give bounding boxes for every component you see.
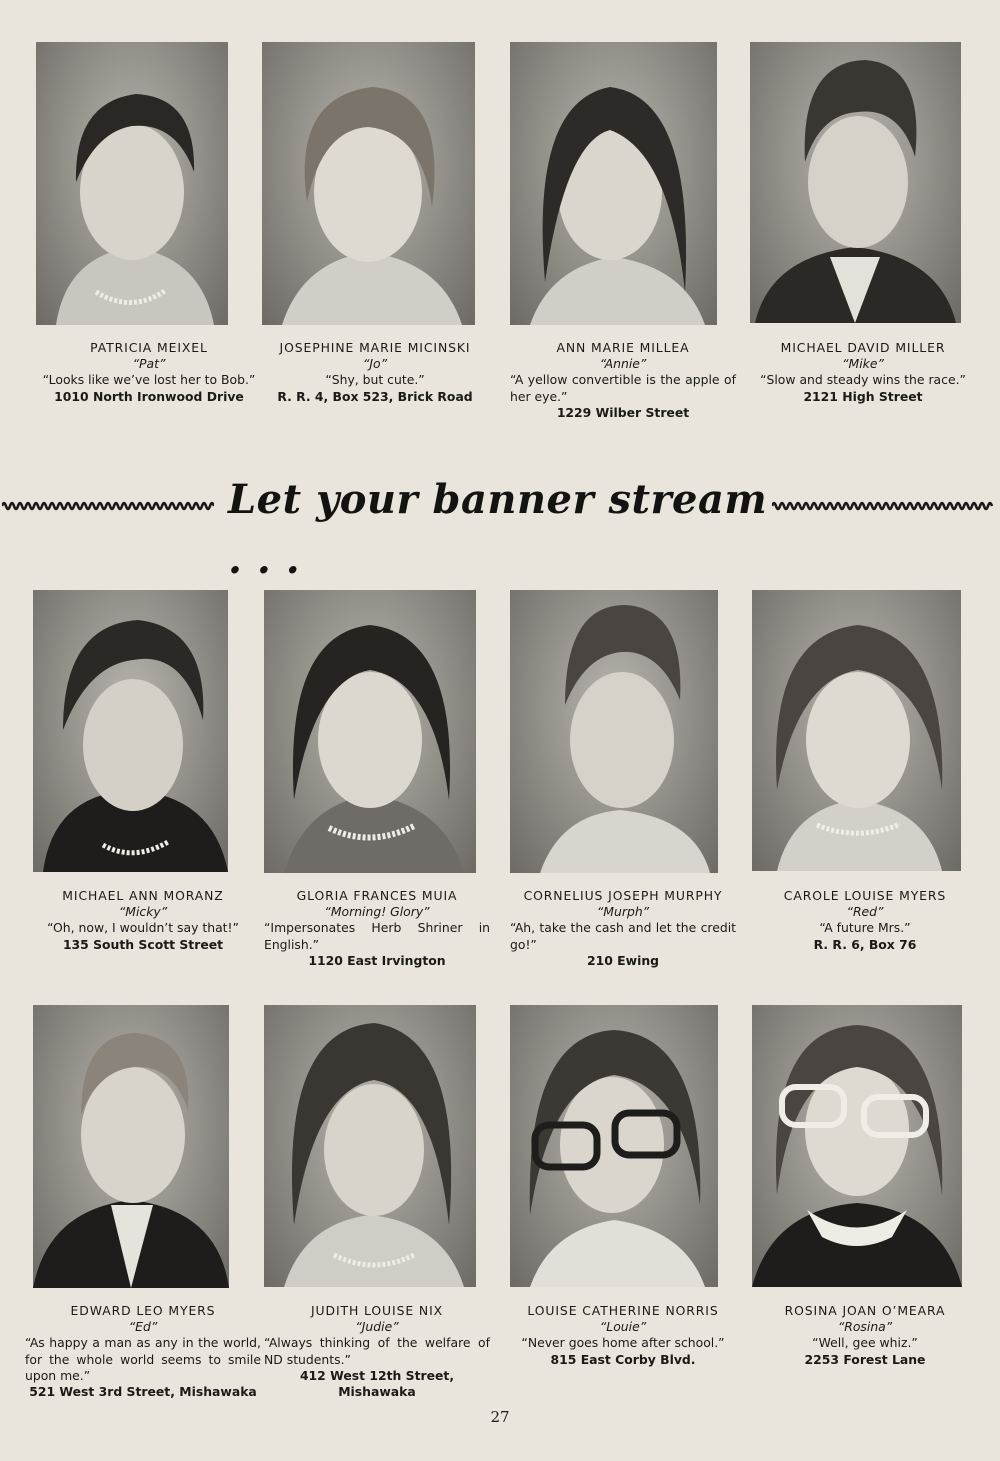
student-address: 815 East Corby Blvd.: [550, 1351, 696, 1367]
banner-title: Let your banner stream . . .: [228, 476, 768, 583]
student-portrait: [510, 1005, 718, 1287]
student-name: PATRICIA MEIXEL: [90, 340, 208, 355]
student-name: LOUISE CATHERINE NORRIS: [527, 1303, 719, 1318]
student-quote: “Never goes home after school.”: [521, 1335, 725, 1351]
student-nickname: “Jo”: [362, 356, 388, 372]
student-quote: “Well, gee whiz.”: [812, 1335, 918, 1351]
student-address: 1120 East Irvington: [308, 952, 446, 968]
student-portrait: [264, 590, 476, 873]
student-name: JOSEPHINE MARIE MICINSKI: [279, 340, 471, 355]
student-nickname: “Murph”: [596, 904, 650, 920]
student-name: ROSINA JOAN O’MEARA: [784, 1303, 946, 1318]
student-nickname: “Micky”: [118, 904, 168, 920]
section-banner: [0, 470, 1000, 583]
student-nickname: “Red”: [846, 904, 884, 920]
student-address: 2121 High Street: [803, 388, 923, 404]
student-nickname: “Rosina”: [837, 1319, 893, 1335]
student-address: R. R. 4, Box 523, Brick Road: [277, 388, 473, 404]
student-address: 210 Ewing: [586, 952, 660, 968]
student-name: CORNELIUS JOSEPH MURPHY: [523, 888, 723, 903]
student-quote: “Looks like we’ve lost her to Bob.”: [42, 372, 256, 388]
student-portrait: [33, 590, 228, 872]
student-nickname: “Pat”: [132, 356, 166, 372]
student-name: EDWARD LEO MYERS: [70, 1303, 216, 1318]
student-portrait: [510, 590, 718, 873]
student-nickname: “Mike”: [842, 356, 884, 372]
student-nickname: “Judie”: [355, 1319, 399, 1335]
student-portrait: [33, 1005, 229, 1288]
student-nickname: “Annie”: [599, 356, 647, 372]
student-portrait: [750, 42, 961, 323]
student-address: R. R. 6, Box 76: [813, 936, 917, 952]
student-portrait: [36, 42, 228, 325]
student-portrait: [752, 1005, 962, 1287]
student-nickname: “Louie”: [599, 1319, 647, 1335]
student-quote: “Oh, now, I wouldn’t say that!”: [47, 920, 239, 936]
student-quote: “As happy a man as any in the world, for the whole world seems to smile upon me.”: [25, 1335, 261, 1383]
student-portrait: [262, 42, 475, 325]
student-portrait: [752, 590, 961, 871]
student-quote: “A future Mrs.”: [819, 920, 911, 936]
student-quote: “Slow and steady wins the race.”: [760, 372, 966, 388]
student-name: MICHAEL ANN MORANZ: [62, 888, 224, 903]
wavy-rule-left: [2, 498, 214, 514]
student-address: 412 West 12th Street, Mishawaka: [299, 1367, 455, 1400]
page-number: 27: [490, 1408, 510, 1426]
student-portrait: [510, 42, 717, 325]
student-address: 135 South Scott Street: [62, 936, 224, 952]
student-nickname: “Ed”: [128, 1319, 158, 1335]
wavy-rule-right: [772, 498, 994, 514]
student-quote: “Impersonates Herb Shriner in English.”: [264, 920, 490, 952]
student-quote: “Always thinking of the welfare of ND students.”: [264, 1335, 490, 1367]
student-address: 2253 Forest Lane: [804, 1351, 926, 1367]
student-nickname: “Morning! Glory”: [324, 904, 430, 920]
student-quote: “Shy, but cute.”: [325, 372, 425, 388]
student-address: 1229 Wilber Street: [556, 404, 690, 420]
student-address: 521 West 3rd Street, Mishawaka: [29, 1384, 257, 1400]
student-address: 1010 North Ironwood Drive: [54, 388, 244, 404]
student-name: MICHAEL DAVID MILLER: [780, 340, 946, 355]
student-name: CAROLE LOUISE MYERS: [783, 888, 947, 903]
student-portrait: [264, 1005, 476, 1287]
student-quote: “Ah, take the cash and let the credit go!”: [510, 920, 736, 952]
student-quote: “A yellow convertible is the apple of her eye.”: [510, 372, 736, 404]
student-name: GLORIA FRANCES MUIA: [296, 888, 458, 903]
student-name: ANN MARIE MILLEA: [556, 340, 690, 355]
student-name: JUDITH LOUISE NIX: [310, 1303, 444, 1318]
